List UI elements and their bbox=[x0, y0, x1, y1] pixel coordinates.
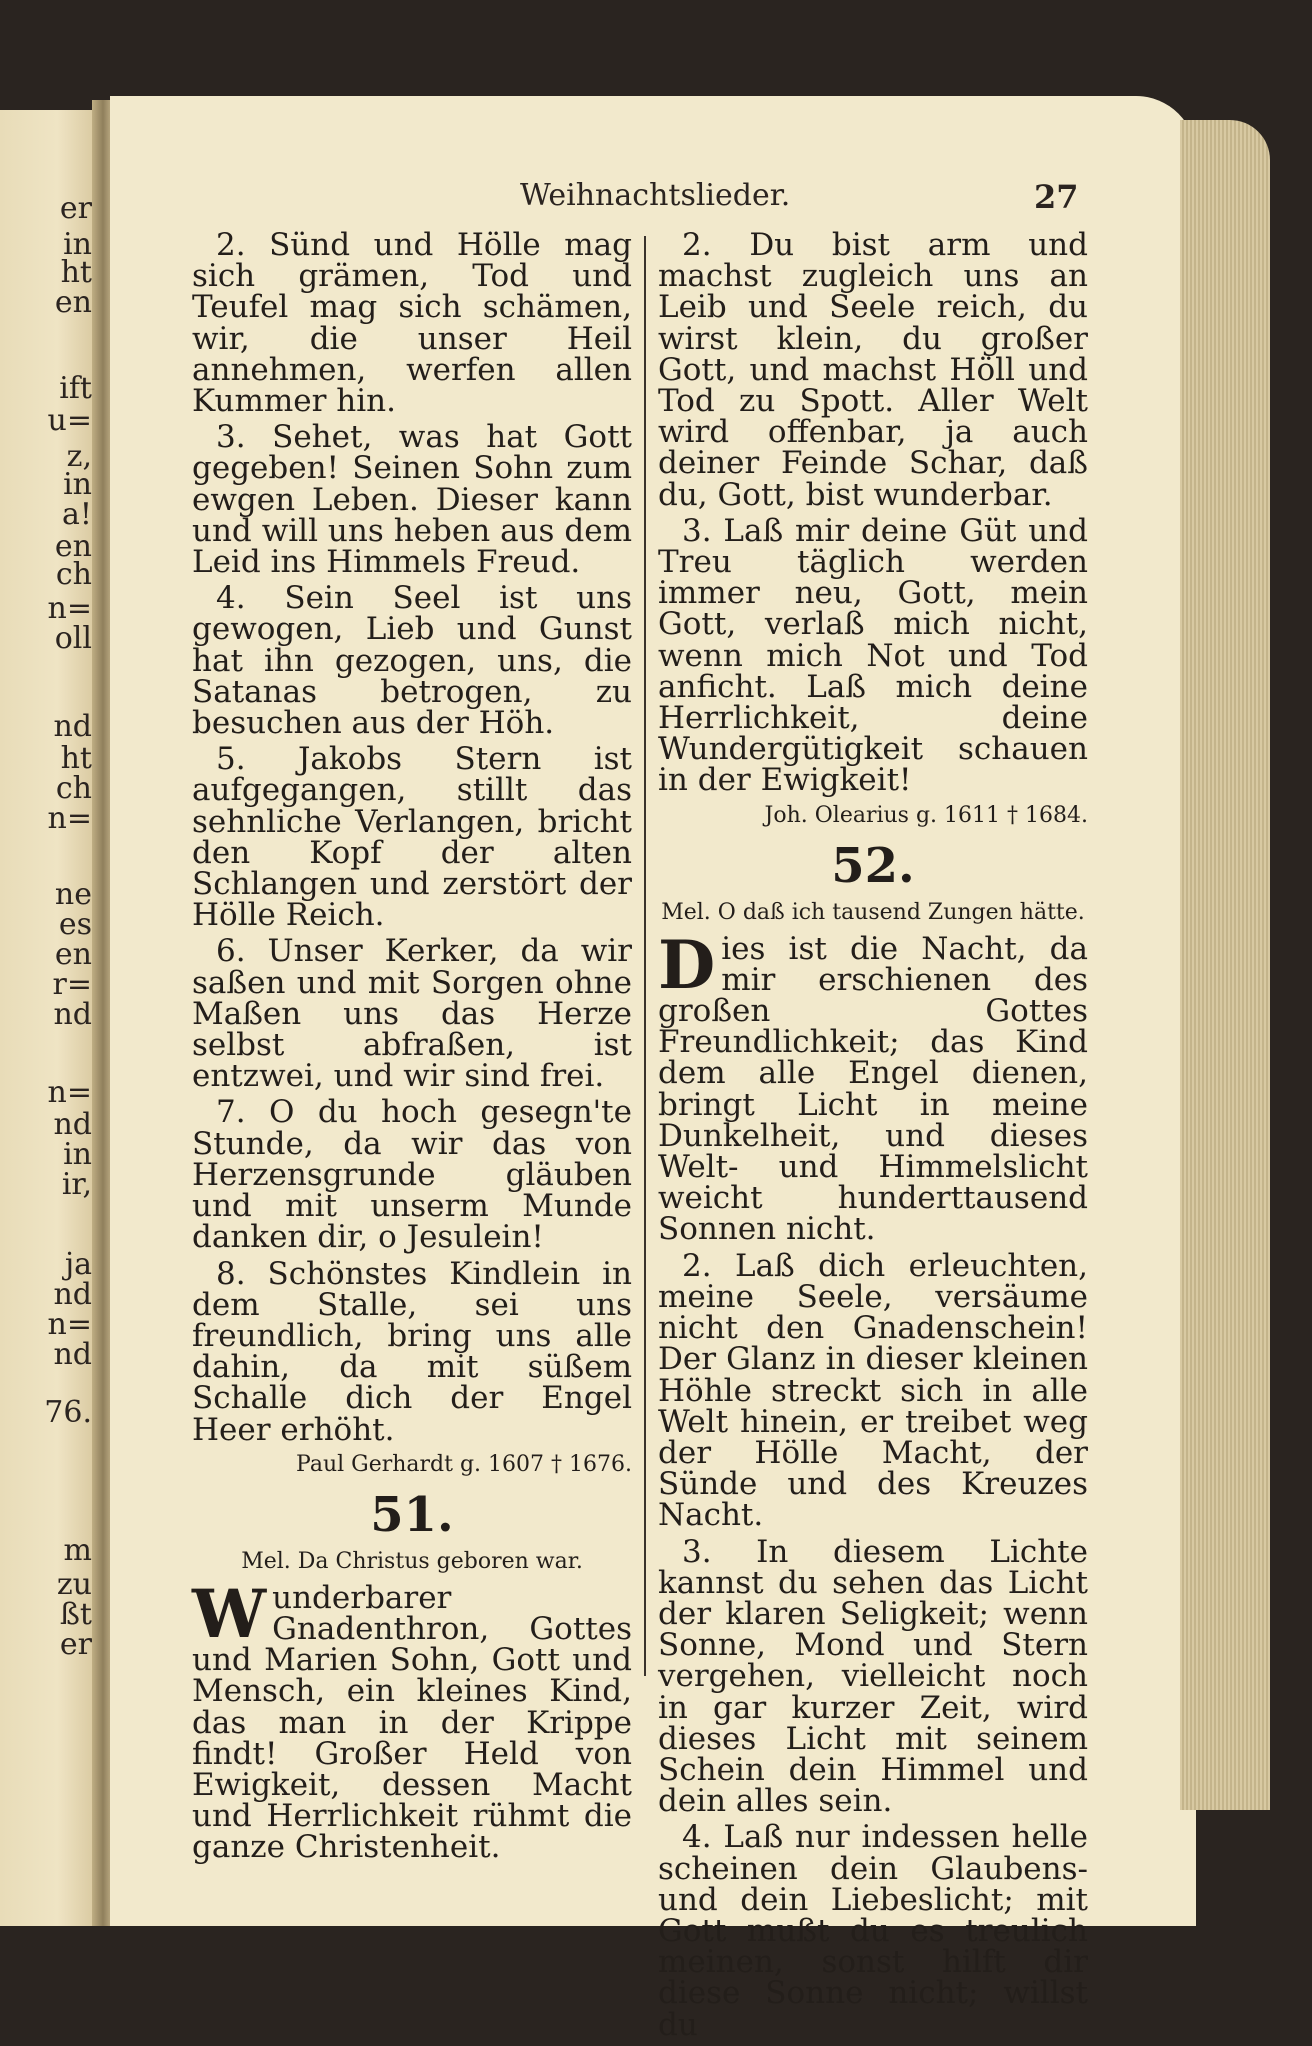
left-page-fragment: ift bbox=[59, 371, 92, 406]
page-number: 27 bbox=[1034, 178, 1079, 216]
left-page-fragment: n= bbox=[47, 591, 92, 626]
verse: 4. Sein Seel ist uns gewogen, Lieb und Gunst hat ihn gezogen, uns, die Satanas betrogen, zu besuchen aus der Höh. bbox=[192, 580, 632, 742]
left-page-fragment: n= bbox=[47, 1075, 92, 1110]
left-page-fragment: r= bbox=[52, 967, 92, 1002]
left-page-fragment: a! bbox=[62, 497, 92, 532]
left-page-fragment: ir, bbox=[61, 1167, 92, 1202]
verse: 2. Du bist arm und machst zugleich uns an Leib und Seele reich, du wirst klein, du großer Gott, und machst Höll und Tod zu Spott. Aller Welt wird offenbar, ja auch deiner Feinde Schar, daß du, Gott, bist wunderbar. bbox=[658, 227, 1088, 513]
left-page-fragment: in bbox=[63, 227, 92, 262]
left-page-fragment: nd bbox=[53, 997, 92, 1032]
left-page-fragment: nd bbox=[53, 1277, 92, 1312]
left-page-fragment: nd bbox=[53, 709, 92, 744]
verse bbox=[658, 925, 1088, 1248]
left-page-fragment: oll bbox=[54, 621, 92, 656]
hymn-attribution: Joh. Olearius g. 1611 † 1684. bbox=[764, 802, 1088, 828]
left-page-fragment: en bbox=[54, 285, 92, 320]
left-page-fragment: z, bbox=[66, 439, 92, 474]
drop-cap: W bbox=[192, 1574, 267, 1653]
verse-text: ies ist die Nacht, da mir erschienen des großen Gottes Freundlichkeit; das Kind dem alle Engel dienen, bringt Licht in meine Dunkelheit, und dieses Welt- und Himmelslicht weicht hunderttausend Sonnen nicht. bbox=[658, 930, 1088, 1248]
melody-line: Mel. O daß ich tausend Zungen hätte. bbox=[661, 899, 1085, 925]
hymn-number: 51. bbox=[370, 1486, 454, 1543]
verse bbox=[192, 1574, 632, 1866]
left-page-fragment: ja bbox=[64, 1247, 92, 1282]
left-column bbox=[192, 227, 632, 1869]
left-page-fragment: zu bbox=[56, 1567, 92, 1602]
right-column bbox=[658, 227, 1088, 2046]
melody-line: Mel. Da Christus geboren war. bbox=[241, 1548, 583, 1574]
verse: 8. Schönstes Kindlein in dem Stalle, sei uns freundlich, bring uns alle dahin, da mit süßem Schalle dich der Engel Heer erhöht. bbox=[192, 1255, 632, 1448]
left-page-fragment: en bbox=[54, 937, 92, 972]
left-page-fragment: n= bbox=[47, 1307, 92, 1342]
left-page-fragment: ne bbox=[54, 877, 92, 912]
hymn-number: 52. bbox=[831, 837, 915, 894]
verse: 3. In diesem Lichte kannst du sehen das Licht der klaren Seligkeit; wenn Sonne, Mond und Stern vergehen, vielleicht noch in gar kurzer Zeit, wird dieses Licht mit seinem Schein dein Himmel und dein alles sein. bbox=[658, 1533, 1088, 1820]
left-page-fragment: es bbox=[58, 907, 92, 942]
hymn-attribution: Paul Gerhardt g. 1607 † 1676. bbox=[296, 1451, 632, 1477]
verse: 3. Laß mir deine Güt und Treu täglich werden immer neu, Gott, mein Gott, verlaß mich nicht, wenn mich Not und Tod anficht. Laß mich deine Herrlichkeit, deine Wundergütigkeit schauen in der Ewigkeit! bbox=[658, 512, 1088, 799]
left-page-fragment: ch bbox=[55, 771, 92, 806]
running-title: Weihnachtslieder. bbox=[520, 178, 791, 213]
left-page-fragment: ht bbox=[60, 255, 92, 290]
verse: 7. O du hoch gesegn'te Stunde, da wir das von Herzensgrunde gläuben und mit unserm Munde danken dir, o Jesulein! bbox=[192, 1094, 632, 1256]
left-page-fragment: ht bbox=[60, 741, 92, 776]
column-divider bbox=[644, 236, 646, 1676]
left-page-fragment: nd bbox=[53, 1107, 92, 1142]
verse: 2. Sünd und Hölle mag sich grämen, Tod und Teufel mag sich schämen, wir, die unser Heil annehmen, werfen allen Kummer hin. bbox=[192, 227, 632, 420]
left-page-fragment: er bbox=[59, 1627, 92, 1662]
left-page-fragment: ßt bbox=[59, 1597, 92, 1632]
verse: 3. Sehet, was hat Gott gegeben! Seinen Sohn zum ewgen Leben. Dieser kann und will uns heben aus dem Leid ins Himmels Freud. bbox=[192, 419, 632, 581]
left-page-fragment: 76. bbox=[44, 1395, 92, 1430]
left-page-fragment: m bbox=[63, 1533, 92, 1568]
verse: 6. Unser Kerker, da wir saßen und mit Sorgen ohne Maßen uns das Herze selbst abfraßen, ist entzwei, und wir sind frei. bbox=[192, 933, 632, 1095]
left-page-fragment: u= bbox=[47, 403, 92, 438]
left-page-fragment: in bbox=[63, 1137, 92, 1172]
left-page-fragment: en bbox=[54, 529, 92, 564]
left-page bbox=[0, 110, 96, 1926]
verse-text: underbarer Gnadenthron, Gottes und Marien Sohn, Gott und Mensch, ein kleines Kind, das man in der Krippe findt! Großer Held von Ewigkeit, dessen Macht und Herrlichkeit rühmt die ganze Christenheit. bbox=[192, 1579, 632, 1866]
verse: 4. Laß nur indessen helle scheinen dein Glaubens- und dein Liebeslicht; mit Gott mußt du es treulich meinen, sonst hilft dir diese Sonne nicht; willst du bbox=[658, 1819, 1088, 2043]
left-page-fragment: ch bbox=[55, 557, 92, 592]
left-page-fragment: n= bbox=[47, 801, 92, 836]
left-page-fragment: er bbox=[59, 191, 92, 226]
verse: 5. Jakobs Stern ist aufgegangen, stillt das sehnliche Verlangen, bricht den Kopf der alten Schlangen und zerstört der Hölle Reich. bbox=[192, 741, 632, 934]
page-header bbox=[0, 178, 1312, 218]
left-page-fragment: in bbox=[63, 467, 92, 502]
verse: 2. Laß dich erleuchten, meine Seele, versäume nicht den Gnadenschein! Der Glanz in dieser kleinen Höhle streckt sich in alle Welt hinein, er treibet weg der Hölle Macht, der Sünde und des Kreuzes Nacht. bbox=[658, 1247, 1088, 1534]
drop-cap: D bbox=[658, 925, 716, 1004]
page-edges bbox=[1180, 120, 1270, 1810]
left-page-fragment: nd bbox=[53, 1337, 92, 1372]
